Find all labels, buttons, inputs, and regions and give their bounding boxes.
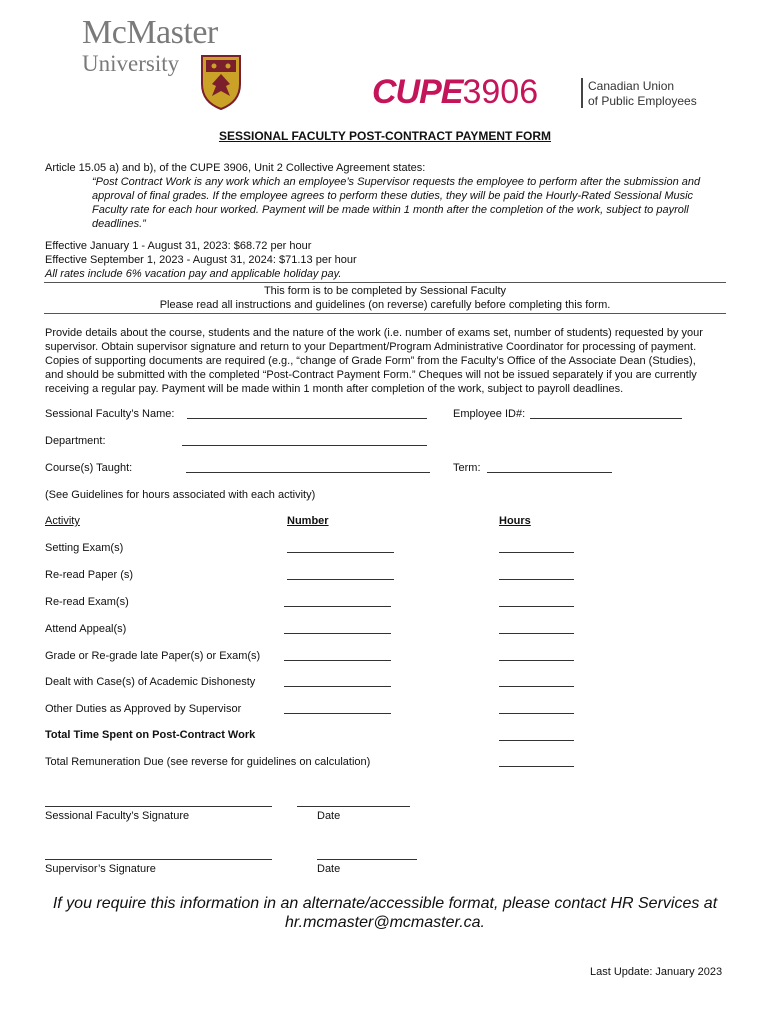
number-field[interactable] bbox=[287, 552, 394, 553]
instructions-line: Copies of supporting documents are required (e.g., “change of Grade Form” from the Faculty’s Office of the Associate Dean (Studies), bbox=[45, 355, 696, 367]
faculty-signature-field[interactable] bbox=[45, 806, 272, 807]
cupe-logo-number: 3906 bbox=[462, 73, 539, 111]
activity-row-label: Re-read Exam(s) bbox=[45, 596, 129, 608]
total-remuneration-field[interactable] bbox=[499, 766, 574, 767]
employee-id-field[interactable] bbox=[530, 418, 682, 419]
name-label: Sessional Faculty’s Name: bbox=[45, 408, 175, 420]
instructions-line: supervisor. Obtain supervisor signature and return to your Department/Program Administrative Coordinator for processing of payment. bbox=[45, 341, 697, 353]
number-field[interactable] bbox=[284, 606, 391, 607]
notice-line: Please read all instructions and guidelines (on reverse) carefully before completing this form. bbox=[159, 299, 611, 311]
activity-row-label: Other Duties as Approved by Supervisor bbox=[45, 703, 242, 715]
union-name-line2: of Public Employees bbox=[588, 94, 697, 108]
courses-label: Course(s) Taught: bbox=[45, 462, 133, 474]
rate-note: All rates include 6% vacation pay and applicable holiday pay. bbox=[45, 268, 342, 280]
page-title: SESSIONAL FACULTY POST-CONTRACT PAYMENT FORM bbox=[218, 129, 552, 143]
activity-header: Activity bbox=[45, 515, 80, 527]
total-remuneration-label: Total Remuneration Due (see reverse for guidelines on calculation) bbox=[45, 756, 371, 768]
hours-header: Hours bbox=[499, 515, 531, 527]
employee-id-label: Employee ID#: bbox=[453, 408, 526, 420]
faculty-signature-label: Sessional Faculty’s Signature bbox=[45, 810, 190, 822]
cupe-logo bbox=[372, 74, 538, 110]
supervisor-signature-label: Supervisor’s Signature bbox=[45, 863, 156, 875]
number-field[interactable] bbox=[287, 579, 394, 580]
term-field[interactable] bbox=[487, 472, 612, 473]
accessibility-note: If you require this information in an alternate/accessible format, please contact HR Services at bbox=[52, 895, 718, 912]
number-field[interactable] bbox=[284, 633, 391, 634]
mcmaster-logo-subtext: University bbox=[82, 51, 180, 76]
hours-field[interactable] bbox=[499, 713, 574, 714]
faculty-date-label: Date bbox=[317, 810, 341, 822]
logo-divider bbox=[581, 78, 583, 108]
hours-field[interactable] bbox=[499, 686, 574, 687]
term-label: Term: bbox=[453, 462, 481, 474]
supervisor-date-label: Date bbox=[317, 863, 341, 875]
department-field[interactable] bbox=[182, 445, 427, 446]
hours-field[interactable] bbox=[499, 579, 574, 580]
supervisor-signature-field[interactable] bbox=[45, 859, 272, 860]
rate-line: Effective January 1 - August 31, 2023: $68.72 per hour bbox=[45, 240, 312, 252]
quote-line: approval of final grades. If the employee agrees to perform these duties, they will be paid the Hourly-Rated Sessional Music bbox=[92, 190, 694, 202]
mcmaster-crest-icon bbox=[200, 54, 242, 110]
instructions-line: receiving a regular pay. Payment will be made within 1 month after completion of the work, subject to payroll deadlines. bbox=[45, 383, 624, 395]
rate-line: Effective September 1, 2023 - August 31, 2024: $71.13 per hour bbox=[45, 254, 357, 266]
cupe-logo-text: CUPE bbox=[372, 73, 463, 111]
instructions-line: and should be submitted with the completed “Post-Contract Payment Form.” Cheques will not be issued separately if you are currently bbox=[45, 369, 697, 381]
activity-row-label: Grade or Re-grade late Paper(s) or Exam(s) bbox=[45, 650, 261, 662]
number-field[interactable] bbox=[284, 686, 391, 687]
name-field[interactable] bbox=[187, 418, 427, 419]
last-update: Last Update: January 2023 bbox=[590, 966, 723, 978]
union-name-line1: Canadian Union bbox=[588, 79, 675, 93]
activity-row-label: Setting Exam(s) bbox=[45, 542, 124, 554]
activity-row-label: Attend Appeal(s) bbox=[45, 623, 127, 635]
activity-row-label: Re-read Paper (s) bbox=[45, 569, 134, 581]
quote-line: “Post Contract Work is any work which an employee’s Supervisor requests the employee to perform after the submission and bbox=[92, 176, 701, 188]
activity-row-label: Dealt with Case(s) of Academic Dishonesty bbox=[45, 676, 256, 688]
courses-field[interactable] bbox=[186, 472, 430, 473]
quote-line: Faculty rate for each hour worked. Payment will be made within 1 month after the completion of the work, subject to payroll bbox=[92, 204, 689, 216]
department-label: Department: bbox=[45, 435, 106, 447]
number-header: Number bbox=[287, 515, 329, 527]
mcmaster-logo-text: McMaster bbox=[82, 14, 218, 51]
hours-field[interactable] bbox=[499, 552, 574, 553]
faculty-date-field[interactable] bbox=[297, 806, 410, 807]
instructions-line: Provide details about the course, students and the nature of the work (i.e. number of exams set, number of students) requested by your bbox=[45, 327, 703, 339]
hr-email-link[interactable]: hr.mcmaster@mcmaster.ca. bbox=[285, 914, 485, 931]
total-time-field[interactable] bbox=[499, 740, 574, 741]
hours-field[interactable] bbox=[499, 660, 574, 661]
total-time-label: Total Time Spent on Post-Contract Work bbox=[45, 729, 256, 741]
article-reference: Article 15.05 a) and b), of the CUPE 3906, Unit 2 Collective Agreement states: bbox=[45, 162, 426, 174]
hours-field[interactable] bbox=[499, 606, 574, 607]
hours-field[interactable] bbox=[499, 633, 574, 634]
number-field[interactable] bbox=[284, 660, 391, 661]
quote-line: deadlines.” bbox=[92, 218, 146, 230]
number-field[interactable] bbox=[284, 713, 391, 714]
notice-line: This form is to be completed by Sessional Faculty bbox=[263, 285, 507, 297]
supervisor-date-field[interactable] bbox=[317, 859, 417, 860]
guidelines-note: (See Guidelines for hours associated with each activity) bbox=[45, 489, 316, 501]
